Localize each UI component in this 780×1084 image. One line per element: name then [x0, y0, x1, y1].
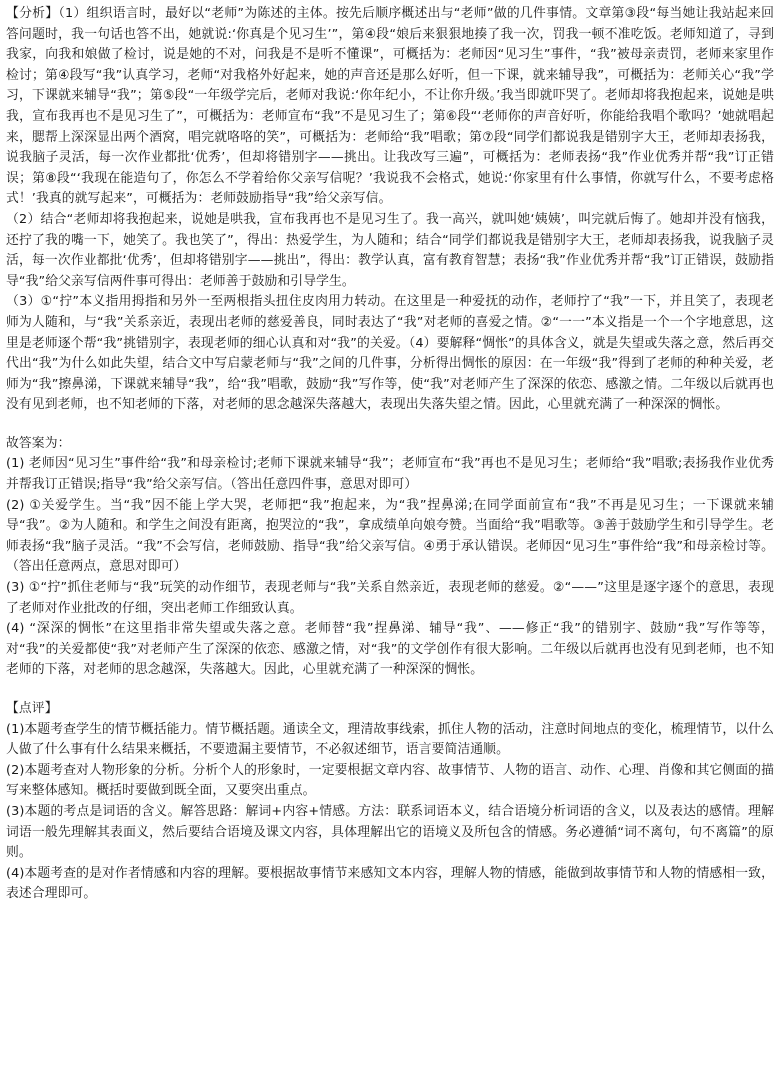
analysis-paragraph-2: （2）结合“老师却将我抱起来，说她是哄我，宣布我再也不是见习生了。我一高兴，就叫她‘姨姨’，叫完就后悔了。她却并没有恼我，还拧了我的嘴一下，她笑了。我也笑了”，得出：热爱学生，为人随和；结合“同学们都说我是错别字大王，老师却表扬我，说我脑子灵活，每一次作业都批‘优秀’，但却将错别字——挑出”，得出：教学认真，富有教育智慧；表扬“我”作业优秀并帮“我”订正错误，鼓励指导“我”给父亲写信两件事可得出：老师善于鼓励和引导学生。 [6, 211, 774, 289]
answer-item-2: (2) ①关爱学生。当“我”因不能上学大哭，老师把“我”抱起来，为“我”捏鼻涕;在同学面前宣布“我”不再是见习生；一下课就来辅导“我”。②为人随和。和学生之间没有距离，抱哭泣的“我”，拿成绩单向娘夸赞。当面给“我”唱歌等。③善于鼓励学生和引导学生。老师表扬“我”脑子灵活。“我”不会写信，老师鼓励、指导“我”给父亲写信。④勇于承认错误。老师因“见习生”事件给“我”和母亲检讨等。（答出任意两点，意思对即可） [6, 497, 774, 575]
answer-item-4: (4) “深深的惆怅”在这里指非常失望或失落之意。老师替“我”捏鼻涕、辅导“我”、——修正“我”的错别字、鼓励“我”写作等等，对“我”的关爱都使“我”对老师产生了深深的依恋、感激之情，对“我”的文学创作有很大影响。二年级以后就再也没有见到老师，也不知老师的下落，对老师的思念越深，失落越大。因此，心里就充满了一种深深的惆怅。 [6, 621, 774, 678]
answers-heading: 故答案为： [6, 435, 71, 451]
comment-heading: 【点评】 [6, 701, 58, 716]
comment-item-1: (1)本题考查学生的情节概括能力。情节概括题。通读全文，理清故事线索，抓住人物的活动，注意时间地点的变化，梳理情节，以什么人做了什么事有什么结果来概括，不要遗漏主要情节，不必叙述细节，语言要简洁通顺。 [6, 721, 774, 758]
analysis-paragraph-1: 【分析】（1）组织语言时，最好以“老师”为陈述的主体。按先后顺序概述出与“老师”做的几件事情。文章第③段“每当她让我站起来回答问题时，我一句话也答不出，她就说:‘你真是个见习生’”，第④段“娘后来狠狠地揍了我一次，罚我一顿不准吃饭。老师知道了，寻到我家，向我和娘做了检讨，说是她的不对，问我是不是听不懂课”，可概括为：老师因“见习生”事件，“我”被母亲责罚，老师来家里作检讨；第④段写“我”认真学习，老师“对我格外好起来，她的声音还是那么好听，但一下课，就来辅导我”，可概括为：老师关心“我”学习，下课就来辅导“我”；第⑤段“一年级学完后，老师对我说:‘你年纪小，不让你升级。’我当即就吓哭了。老师却将我抱起来，说她是哄我，宣布我再也不是见习生了”，可概括为：老师宣布“我”不是见习生了；第⑥段“‘老师你的声音好听，你能给我唱个歌吗？’她就唱起来，腮帮上深深显出两个酒窝，唱完就咯咯的笑”，可概括为：老师给“我”唱歌；第⑦段“同学们都说我是错别字大王，老师却表扬我，说我脑子灵活，每一次作业都批‘优秀’，但却将错别字——挑出。让我改写三遍”，可概括为：老师表扬“我”作业优秀并帮“我”订正错误；第⑧段“‘我现在能造句了，你怎么不学着给你父亲写信呢？’我说我不会格式，她说:‘你家里有什么事情，你就写什么，不要考虑格式！’我真的就写起来”，可概括为：老师鼓励指导“我”给父亲写信。 [6, 6, 774, 207]
comment-item-4: (4)本题考查的是对作者情感和内容的理解。要根据故事情节来感知文本内容，理解人物的情感，能做到故事情节和人物的情感相一致，表述合理即可。 [6, 865, 774, 902]
comment-item-2: (2)本题考查对人物形象的分析。分析个人的形象时，一定要根据文章内容、故事情节、人物的语言、动作、心理、肖像和其它侧面的描写来整体感知。概括时要做到既全面，又要突出重点。 [6, 762, 774, 799]
analysis-section [6, 4, 774, 416]
answer-item-1: (1) 老师因“见习生”事件给“我”和母亲检讨;老师下课就来辅导“我”；老师宣布“我”再也不是见习生；老师给“我”唱歌;表扬我作业优秀并帮我订正错误;指导“我”给父亲写信。（答出任意四件事，意思对即可） [6, 456, 774, 493]
answers-section [6, 434, 774, 681]
answer-item-3: (3) ①“拧”抓住老师与“我”玩笑的动作细节，表现老师与“我”关系自然亲近，表现老师的慈爱。②“——”这里是逐字逐个的意思，表现了老师对作业批改的仔细，突出老师工作细致认真。 [6, 580, 774, 616]
comment-section [6, 699, 774, 905]
analysis-paragraph-3: （3）①“拧”本义指用拇指和另外一至两根指头扭住皮肉用力转动。在这里是一种爱抚的动作，老师拧了“我”一下，并且笑了，表现老师为人随和，与“我”关系亲近，表现出老师的慈爱善良，同时表达了“我”对老师的喜爱之情。②“一一”本义指是一个一个字地意思，这里是老师逐个帮“我”挑错别字，表现老师的细心认真和对“我”的关爱。（4）要解释“惆怅”的具体含义，就是失望或失落之意，然后再交代出“我”为什么如此失望，结合文中写启蒙老师与“我”之间的几件事，分析得出惆怅的原因：在一年级“我”得到了老师的种种关爱，老师为“我”擦鼻涕，下课就来辅导“我”，给“我”唱歌，鼓励“我”写作等，使“我”对老师产生了深深的依恋、感激之情。二年级以后就再也没有见到老师，也不知老师的下落，对老师的思念越深失落越大，表现出失落失望之情。因此，心里就充满了一种深深的惆怅。 [6, 294, 774, 413]
comment-item-3: (3)本题的考点是词语的含义。解答思路：解词+内容+情感。方法：联系词语本义，结合语境分析词语的含义，以及表达的感情。理解词语一般先理解其表面义，然后要结合语境及课文内容，具体理解出它的语境义及所包含的情感。务必遵循“词不离句，句不离篇”的原则。 [6, 803, 774, 861]
